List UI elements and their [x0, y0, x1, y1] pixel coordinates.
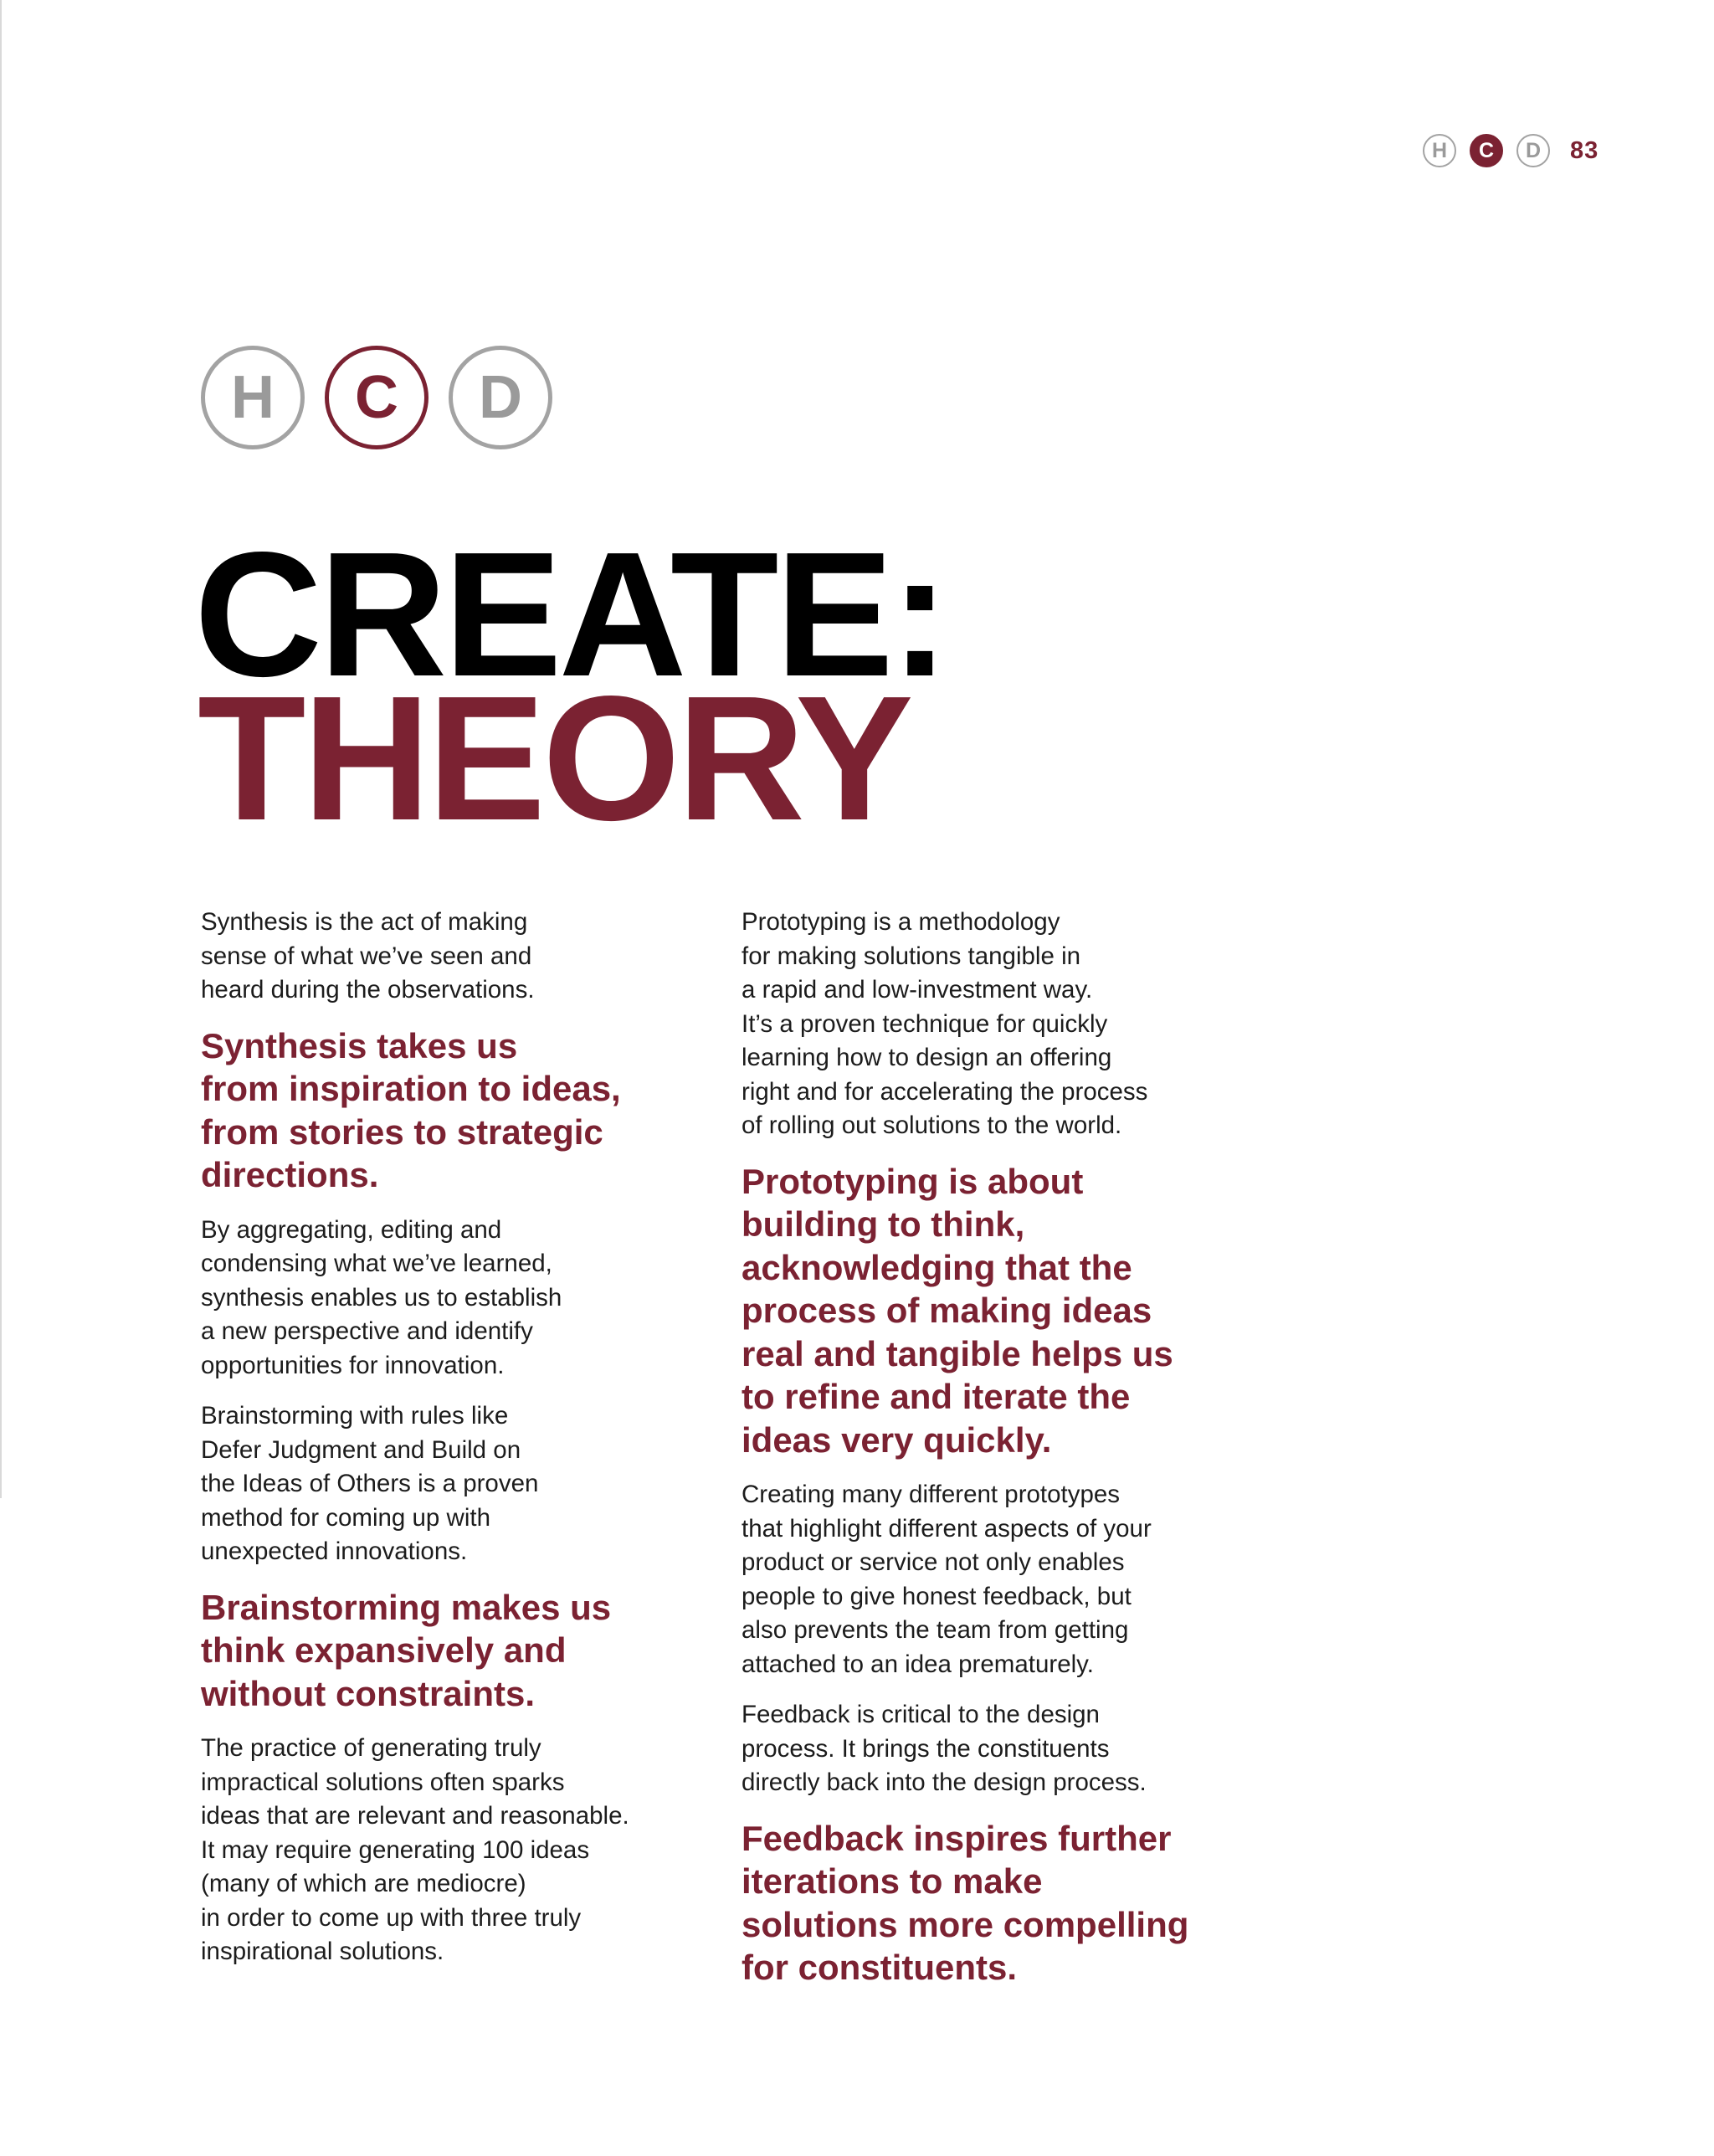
create-circle-icon: C	[325, 346, 428, 449]
section-circles	[201, 346, 552, 449]
page-edge	[0, 0, 2, 1498]
brainstorming-highlight: Brainstorming makes us think expansively and without constraints.	[201, 1587, 612, 1713]
synthesis-intro: Synthesis is the act of making sense of what we’ve seen and heard during the observations.	[201, 908, 535, 1004]
nav-h-icon[interactable]: H	[1423, 134, 1456, 167]
feedback-intro: Feedback is critical to the design process. It brings the constituents directly back into the design process.	[742, 1701, 1147, 1796]
synthesis-highlight: Synthesis takes us from inspiration to ideas, from stories to strategic directions.	[201, 1025, 621, 1194]
prototyping-highlight: Prototyping is about building to think, acknowledging that the process of making ideas real and tangible helps us to refine and iterate the ideas very quickly.	[742, 1161, 1173, 1460]
nav-d-icon[interactable]: D	[1516, 134, 1550, 167]
deliver-circle-icon: D	[449, 346, 552, 449]
feedback-highlight: Feedback inspires further iterations to make solutions more compelling for constituents.	[742, 1818, 1189, 1987]
prototyping-body: Creating many different prototypes that highlight different aspects of your product or service not only enables people to give honest feedback, but also prevents the team from getting attached to an idea prematurely.	[742, 1481, 1152, 1678]
prototyping-intro: Prototyping is a methodology for making solutions tangible in a rapid and low-investment way. It’s a proven technique for quickly learning how to design an offering right and for accelerating the process of rolling out solutions to the world.	[742, 908, 1148, 1139]
header-nav	[1423, 134, 1599, 167]
synthesis-body: By aggregating, editing and condensing what we’ve learned, synthesis enables us to establish a new perspective and identify opportunities for innovation.	[201, 1215, 562, 1379]
nav-c-icon[interactable]: C	[1470, 134, 1503, 167]
hear-circle-icon: H	[201, 346, 305, 449]
brainstorming-body: The practice of generating truly impractical solutions often sparks ideas that are relevant and reasonable. It may require generating 100 ideas (many of which are mediocre) in order to come up with three truly inspirational solutions.	[201, 1734, 629, 1965]
left-column	[201, 906, 703, 1986]
page-title-line2: THEORY	[198, 659, 911, 857]
right-column	[742, 906, 1260, 2006]
page-number: 83	[1570, 136, 1599, 164]
brainstorming-intro: Brainstorming with rules like Defer Judgment and Build on the Ideas of Others is a proven method for coming up with unexpected innovations.	[201, 1402, 539, 1565]
page-title-line1: CREATE:	[194, 515, 947, 713]
